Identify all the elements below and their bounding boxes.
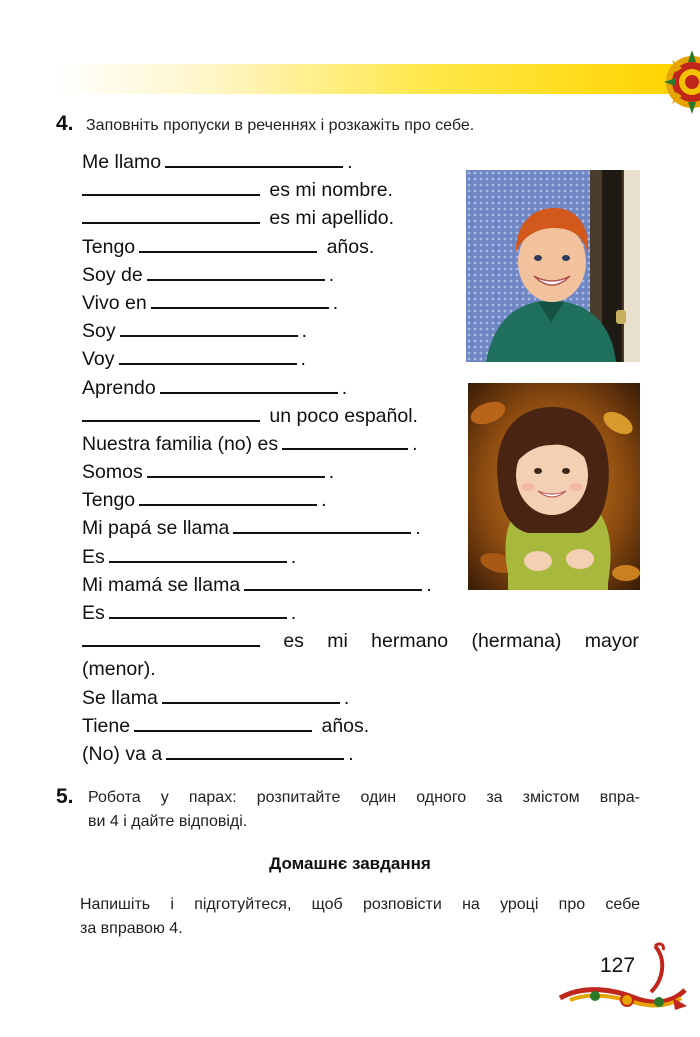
answer-blank[interactable]: [165, 148, 343, 168]
task-5-line-1: Робота у парах: розпитайте один одного за змістом впра-: [88, 789, 640, 806]
task-4-number: 4.: [56, 112, 74, 135]
sentence-line: Nuestra familia (no) es .: [82, 430, 642, 458]
answer-blank[interactable]: [244, 571, 422, 591]
sentence-line: (No) va a .: [82, 740, 642, 768]
sentence-line: (menor).: [82, 658, 156, 681]
homework-text: [80, 893, 640, 941]
sentence-line: es mi hermano (hermana) mayor: [82, 627, 639, 655]
answer-blank[interactable]: [282, 430, 408, 450]
answer-blank[interactable]: [109, 543, 287, 563]
sentence-line: Somos .: [82, 458, 642, 486]
task-4-instruction: Заповніть пропуски в реченнях і розкажіть про себе.: [86, 117, 475, 134]
sentence-line: es mi apellido.: [82, 204, 642, 232]
task-5-line-2: ви 4 і дайте відповіді.: [88, 813, 248, 830]
answer-blank[interactable]: [233, 514, 411, 534]
sentence-line: Soy .: [82, 317, 642, 345]
homework-line-2: за вправою 4.: [80, 920, 183, 937]
girl-photo: [468, 383, 640, 590]
sentence-line: Vivo en .: [82, 289, 642, 317]
homework-title: Домашнє завдання: [269, 854, 431, 873]
sentence-line: Soy de .: [82, 261, 642, 289]
sentence-line: es mi nombre.: [82, 176, 642, 204]
sentence-line: Mi mamá se llama .: [82, 571, 642, 599]
sentence-line: Tengo años.: [82, 233, 642, 261]
homework-line-1: Напишіть і підготуйтеся, щоб розповісти на уроці про себе: [80, 896, 640, 913]
answer-blank[interactable]: [82, 176, 260, 196]
answer-blank[interactable]: [147, 261, 325, 281]
sentence-line: Voy .: [82, 345, 642, 373]
sentence-line: Mi papá se llama .: [82, 514, 642, 542]
sentence-line: Aprendo .: [82, 374, 642, 402]
answer-blank[interactable]: [139, 486, 317, 506]
sentence-line: Es .: [82, 599, 642, 627]
sentence-line: un poco español.: [82, 402, 642, 430]
answer-blank[interactable]: [120, 317, 298, 337]
sentence-line: Se llama .: [82, 684, 642, 712]
sentence-line: Es .: [82, 543, 642, 571]
answer-blank[interactable]: [134, 712, 312, 732]
answer-blank[interactable]: [82, 627, 260, 647]
sentence-line: Tengo .: [82, 486, 642, 514]
answer-blank[interactable]: [166, 740, 344, 760]
sentence-line: Tiene años.: [82, 712, 642, 740]
header-color-band: [55, 64, 675, 94]
sentence-line: Me llamo .: [82, 148, 642, 176]
answer-blank[interactable]: [162, 684, 340, 704]
answer-blank[interactable]: [139, 233, 317, 253]
task-5-number: 5.: [56, 785, 74, 808]
answer-blank[interactable]: [119, 345, 297, 365]
decorative-ornament-icon: [660, 40, 700, 120]
answer-blank[interactable]: [151, 289, 329, 309]
page-number: 127: [600, 954, 636, 977]
answer-blank[interactable]: [147, 458, 325, 478]
answer-blank[interactable]: [160, 374, 338, 394]
answer-blank[interactable]: [82, 204, 260, 224]
boy-photo: [466, 170, 640, 362]
answer-blank[interactable]: [82, 402, 260, 422]
answer-blank[interactable]: [109, 599, 287, 619]
